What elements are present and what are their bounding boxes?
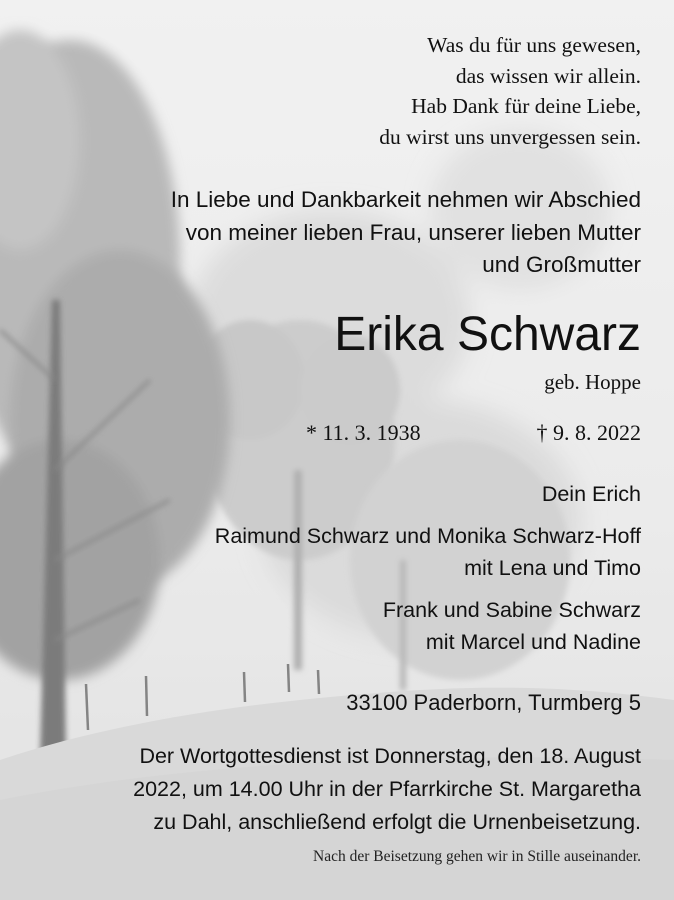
service-line: 2022, um 14.00 Uhr in der Pfarrkirche St. Margaretha: [133, 777, 641, 801]
life-dates: [0, 418, 674, 450]
family-line: mit Marcel und Nadine: [425, 630, 641, 654]
closing-note: Nach der Beisetzung gehen wir in Stille auseinander.: [313, 848, 641, 865]
deceased-name: Erika Schwarz: [334, 308, 641, 361]
service-line: zu Dahl, anschließend erfolgt die Urnenbeisetzung.: [153, 810, 641, 834]
family-line: Dein Erich: [541, 482, 641, 506]
death-date: † 9. 8. 2022: [536, 420, 641, 445]
verse-line: Was du für uns gewesen,: [427, 33, 641, 57]
farewell-intro: [171, 184, 641, 282]
memorial-verse: [379, 30, 641, 152]
mourner-family-2: [383, 594, 641, 658]
intro-line: In Liebe und Dankbarkeit nehmen wir Abschied: [170, 187, 641, 212]
verse-line: Hab Dank für deine Liebe,: [411, 94, 641, 118]
family-line: Raimund Schwarz und Monika Schwarz-Hoff: [214, 524, 641, 548]
intro-line: und Großmutter: [482, 252, 641, 277]
verse-line: das wissen wir allein.: [455, 63, 641, 88]
family-address: 33100 Paderborn, Turmberg 5: [346, 690, 641, 715]
verse-line: du wirst uns unvergessen sein.: [379, 124, 641, 149]
maiden-name: geb. Hoppe: [544, 370, 641, 394]
mourner-family-1: [215, 520, 641, 584]
service-information: [133, 740, 641, 839]
intro-line: von meiner lieben Frau, unserer lieben Mutter: [185, 219, 641, 245]
mourner-spouse: [542, 478, 641, 510]
service-line: Der Wortgottesdienst ist Donnerstag, den 18. August: [139, 744, 641, 768]
family-line: Frank und Sabine Schwarz: [382, 598, 641, 622]
family-line: mit Lena und Timo: [464, 556, 641, 580]
birth-date: * 11. 3. 1938: [306, 420, 421, 445]
